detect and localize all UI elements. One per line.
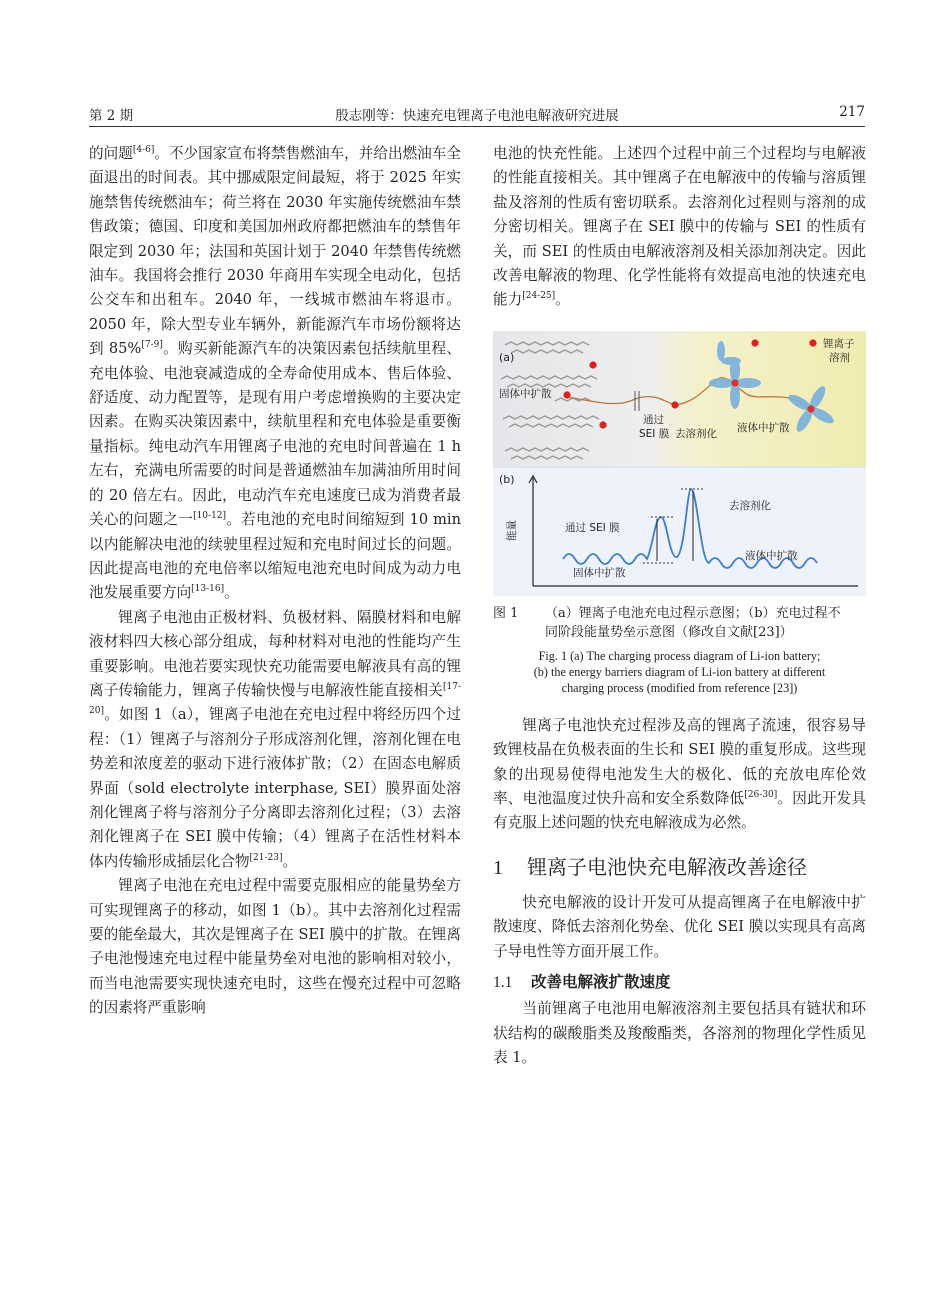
paragraph: 锂离子电池快充过程涉及高的锂离子流速，很容易导致锂枝晶在负极表面的生长和 SEI 膜的重复形成。这些现象的出现易使得电池发生大的极化、低的充放电库伦效率、电池温度过快升高和安全系数降低[26-30]。因此开发具有克服上述问题的快充电解液成为必然。 — [493, 716, 866, 832]
citation[interactable]: [26-30] — [744, 790, 778, 801]
issue-number: 第 2 期 — [89, 108, 134, 124]
y-axis-label: 能量 — [506, 519, 518, 541]
citation[interactable]: [13-16] — [191, 584, 225, 595]
solid-diffusion-barrier-label: 固体中扩散 — [573, 566, 626, 579]
desolvation-barrier-label: 去溶剂化 — [729, 499, 771, 512]
caption-label: 图 1 — [493, 605, 519, 621]
subsection-heading: 1.1 改善电解液扩散速度 — [493, 973, 671, 992]
running-header — [89, 104, 865, 127]
citation[interactable]: [21-23] — [249, 852, 283, 863]
paragraph: 的问题[4-6]。不少国家宣布将禁售燃油车，并给出燃油车全面退出的时间表。其中挪威限定间最短，将于 2025 年实施禁售传统燃油车；荷兰将在 2030 年实施传统燃油车禁售政策；德国、印度和美国加州政府都把燃油车的禁售年限定到 2030 年；法国和英国计划于 2040 年禁售传统燃油车。我国将会推行 2030 年商用车实现全电动化，包括公交车和出租车。2040 年，一线城市燃油车将退市。2050 年，除大型专业车辆外，新能源汽车市场份额将达到 85%[7-9]。购买新能源汽车的决策因素包括续航里程、充电体验、电池衰减造成的全寿命使用成本、售后体验、舒适度、动力配置等，是现有用户考虑增换购的主要决定因素。在购买决策因素中，续航里程和充电体验是重要衡量指标。纯电动汽车用锂离子电池的充电时间普遍在 1 h 左右，充满电所需要的时间是普通燃油车加满油所用时间的 20 倍左右。因此，电动汽车充电速度已成为消费者最关心的问题之一[10-12]。若电池的充电时间缩短到 10 min 以内能解决电池的续驶里程过短和充电时间过长的问题。因此提高电池的充电倍率以缩短电池充电时间成为动力电池发展重要方向[13-16]。 — [89, 145, 461, 602]
panel-b-background — [493, 468, 866, 596]
panel-b-label: (b) — [499, 472, 515, 486]
liquid-diffusion-barrier-label: 液体中扩散 — [745, 549, 798, 562]
paragraph: 锂离子电池由正极材料、负极材料、隔膜材料和电解液材料四大核心部分组成，每种材料对电池的性能均产生重要影响。电池若要实现快充功能需要电解液具有高的锂离子传输能力，锂离子传输快慢与电解液性能直接相关[17-20]。如图 1（a），锂离子电池在充电过程中将经历四个过程：（1）锂离子与溶剂分子形成溶剂化锂，溶剂化锂在电势差和浓度差的驱动下进行液体扩散；（2）在固态电解质界面（sold electrolyte interphase, SEI）膜界面处溶剂化锂离子将与溶剂分子分离即去溶剂化过程；（3）去溶剂化锂离子在 SEI 膜中传输；（4）锂离子在活性材料本体内传输形成插层化合物[21-23]。 — [89, 608, 461, 870]
legend-li-ion: 锂离子 — [823, 337, 855, 350]
right-column — [493, 142, 866, 1070]
sei-label-line2: SEI 膜 — [639, 427, 670, 440]
section-heading: 1 锂离子电池快充电解液改善途径 — [493, 854, 807, 879]
paragraph: 锂离子电池在充电过程中需要克服相应的能量势垒方可实现锂离子的移动，如图 1（b）。其中去溶剂化过程需要的能垒最大，其次是锂离子在 SEI 膜中的扩散。在锂离子电池慢速充电过程中能量势垒对电池的影响相对较小，而当电池需要实现快速充电时，这些在慢充过程中可忽略的因素将严重影响 — [89, 877, 461, 1017]
solid-diffusion-label: 固体中扩散 — [499, 387, 552, 400]
sei-barrier-label: 通过 SEI 膜 — [565, 521, 620, 534]
panel-a-label: (a) — [499, 350, 515, 364]
left-column — [89, 142, 461, 1021]
citation[interactable]: [17-20] — [89, 682, 461, 717]
citation[interactable]: [7-9] — [141, 340, 163, 351]
legend-solvent: 溶剂 — [829, 351, 850, 364]
legend-li-ion-dot — [809, 339, 816, 346]
liquid-diffusion-label: 液体中扩散 — [737, 421, 790, 434]
paragraph: 当前锂离子电池用电解液溶剂主要包括具有链状和环状结构的碳酸脂类及羧酸酯类，各溶剂的物理化学性质见表 1。 — [493, 1000, 866, 1066]
figure-caption-cn: 图 1 （a）锂离子电池充电过程示意图；（b）充电过程不 同阶段能量势垒示意图（修改自文献[23]） — [493, 605, 841, 640]
citation[interactable]: [10-12] — [193, 511, 227, 522]
desolvation-label: 去溶剂化 — [675, 427, 717, 440]
page-number: 217 — [839, 104, 865, 120]
running-title: 殷志刚等：快速充电锂离子电池电解液研究进展 — [335, 108, 619, 124]
paragraph: 快充电解液的设计开发可从提高锂离子在电解液中扩散速度、降低去溶剂化势垒、优化 SEI 膜以实现具有高离子导电性等方面开展工作。 — [493, 893, 866, 960]
figure-caption-en: Fig. 1 (a) The charging process diagram of Li-ion battery; (b) the energy barriers diagram of Li-ion battery at different charging process (modified from reference [23]) — [533, 648, 826, 695]
paragraph: 电池的快充性能。上述四个过程中前三个过程均与电解液的性能直接相关。其中锂离子在电解液中的传输与溶质锂盐及溶剂的性质有密切联系。去溶剂化过程则与溶剂的成分密切相关。锂离子在 SEI 膜中的传输与 SEI 的性质有关，而 SEI 的性质由电解液溶剂及相关添加剂决定。因此改善电解液的物理、化学性能将有效提高电池的快速充电能力[24-25]。 — [493, 145, 866, 309]
figure-1 — [493, 331, 866, 596]
citation[interactable]: [24-25] — [522, 291, 556, 302]
sei-label-line1: 通过 — [643, 413, 664, 426]
citation[interactable]: [4-6] — [132, 145, 155, 156]
